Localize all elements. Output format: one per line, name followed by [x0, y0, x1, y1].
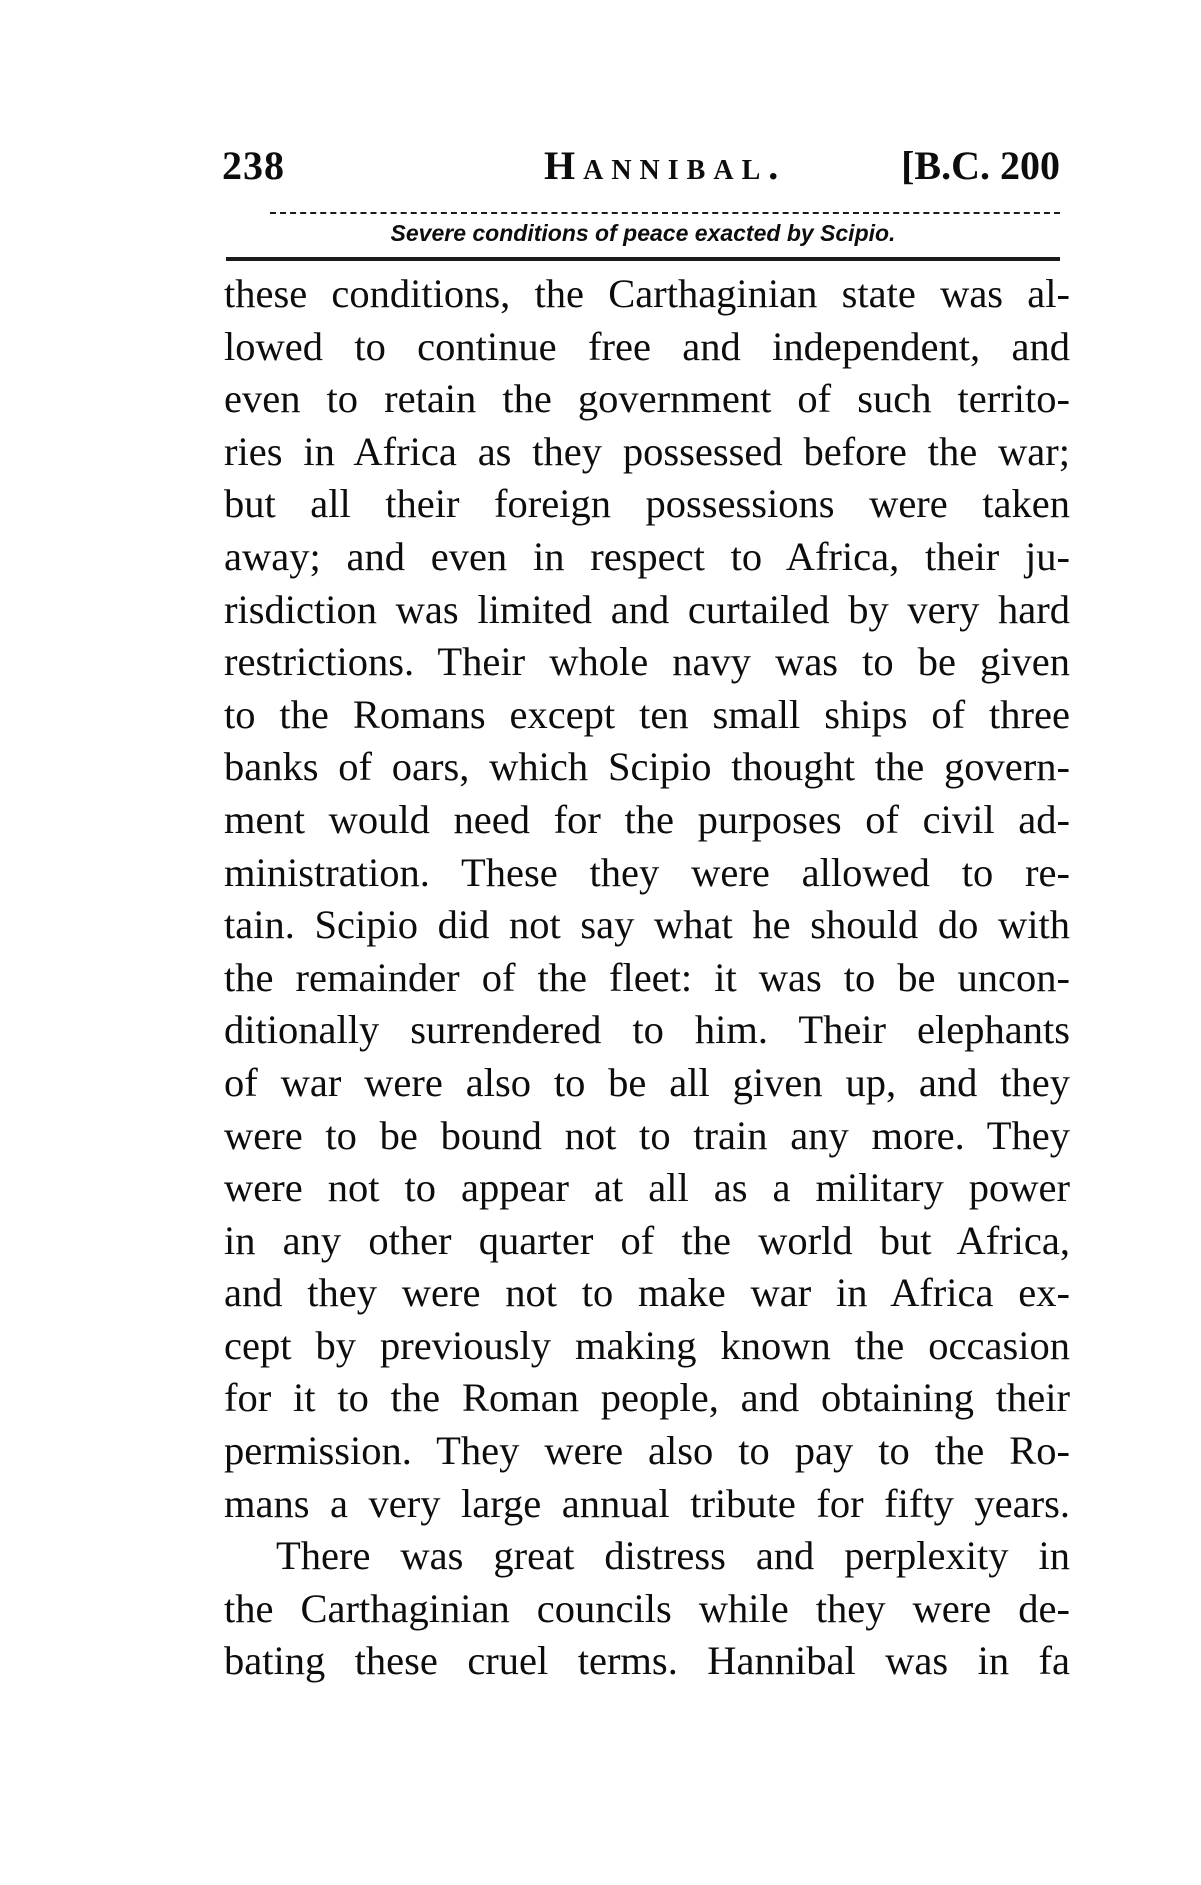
- text-line: ministration. These they were allowed to re-: [224, 849, 1070, 895]
- header-rule-bottom: [226, 257, 1060, 261]
- text-line: were to be bound not to train any more. They: [224, 1112, 1070, 1158]
- text-line: of war were also to be all given up, and they: [224, 1059, 1070, 1105]
- text-line: ment would need for the purposes of civil ad-: [224, 796, 1070, 842]
- text-line: tain. Scipio did not say what he should do with: [224, 902, 1070, 948]
- text-line: lowed to continue free and independent, and: [224, 323, 1070, 369]
- text-line: restrictions. Their whole navy was to be given: [224, 639, 1070, 685]
- text-line: permission. They were also to pay to the Ro-: [224, 1428, 1070, 1474]
- text-line: in any other quarter of the world but Africa,: [224, 1217, 1070, 1263]
- section-caption: Severe conditions of peace exacted by Scipio.: [390, 220, 896, 246]
- text-line: banks of oars, which Scipio thought the govern-: [224, 744, 1070, 790]
- date-marker: [B.C. 200: [901, 143, 1060, 188]
- text-line: ries in Africa as they possessed before the war;: [224, 428, 1070, 474]
- text-line: for it to the Roman people, and obtaining their: [224, 1375, 1070, 1421]
- text-line: bating these cruel terms. Hannibal was in fa: [224, 1638, 1070, 1684]
- text-line: were not to appear at all as a military power: [224, 1165, 1070, 1211]
- text-line: and they were not to make war in Africa ex-: [224, 1270, 1070, 1316]
- text-line-paragraph-start: There was great distress and perplexity in: [276, 1533, 1070, 1579]
- body-text: [224, 268, 1070, 1688]
- text-line: away; and even in respect to Africa, their ju-: [224, 533, 1070, 579]
- text-line: but all their foreign possessions were taken: [224, 481, 1070, 527]
- text-line: these conditions, the Carthaginian state was al-: [224, 271, 1070, 316]
- running-head: [222, 132, 1060, 192]
- header-rule-top: [270, 212, 1060, 214]
- text-line: mans a very large annual tribute for fifty years.: [224, 1480, 1070, 1526]
- text-line: risdiction was limited and curtailed by very hard: [224, 586, 1070, 632]
- text-line: the Carthaginian councils while they were de-: [224, 1585, 1070, 1631]
- text-line: to the Romans except ten small ships of three: [224, 691, 1070, 737]
- text-line: ditionally surrendered to him. Their elephants: [224, 1007, 1070, 1053]
- text-line: even to retain the government of such territo-: [224, 376, 1070, 422]
- page-number: 238: [222, 143, 285, 188]
- book-title: Hannibal.: [544, 143, 787, 188]
- text-line: cept by previously making known the occasion: [224, 1322, 1070, 1368]
- text-line: the remainder of the fleet: it was to be uncon-: [224, 954, 1070, 1000]
